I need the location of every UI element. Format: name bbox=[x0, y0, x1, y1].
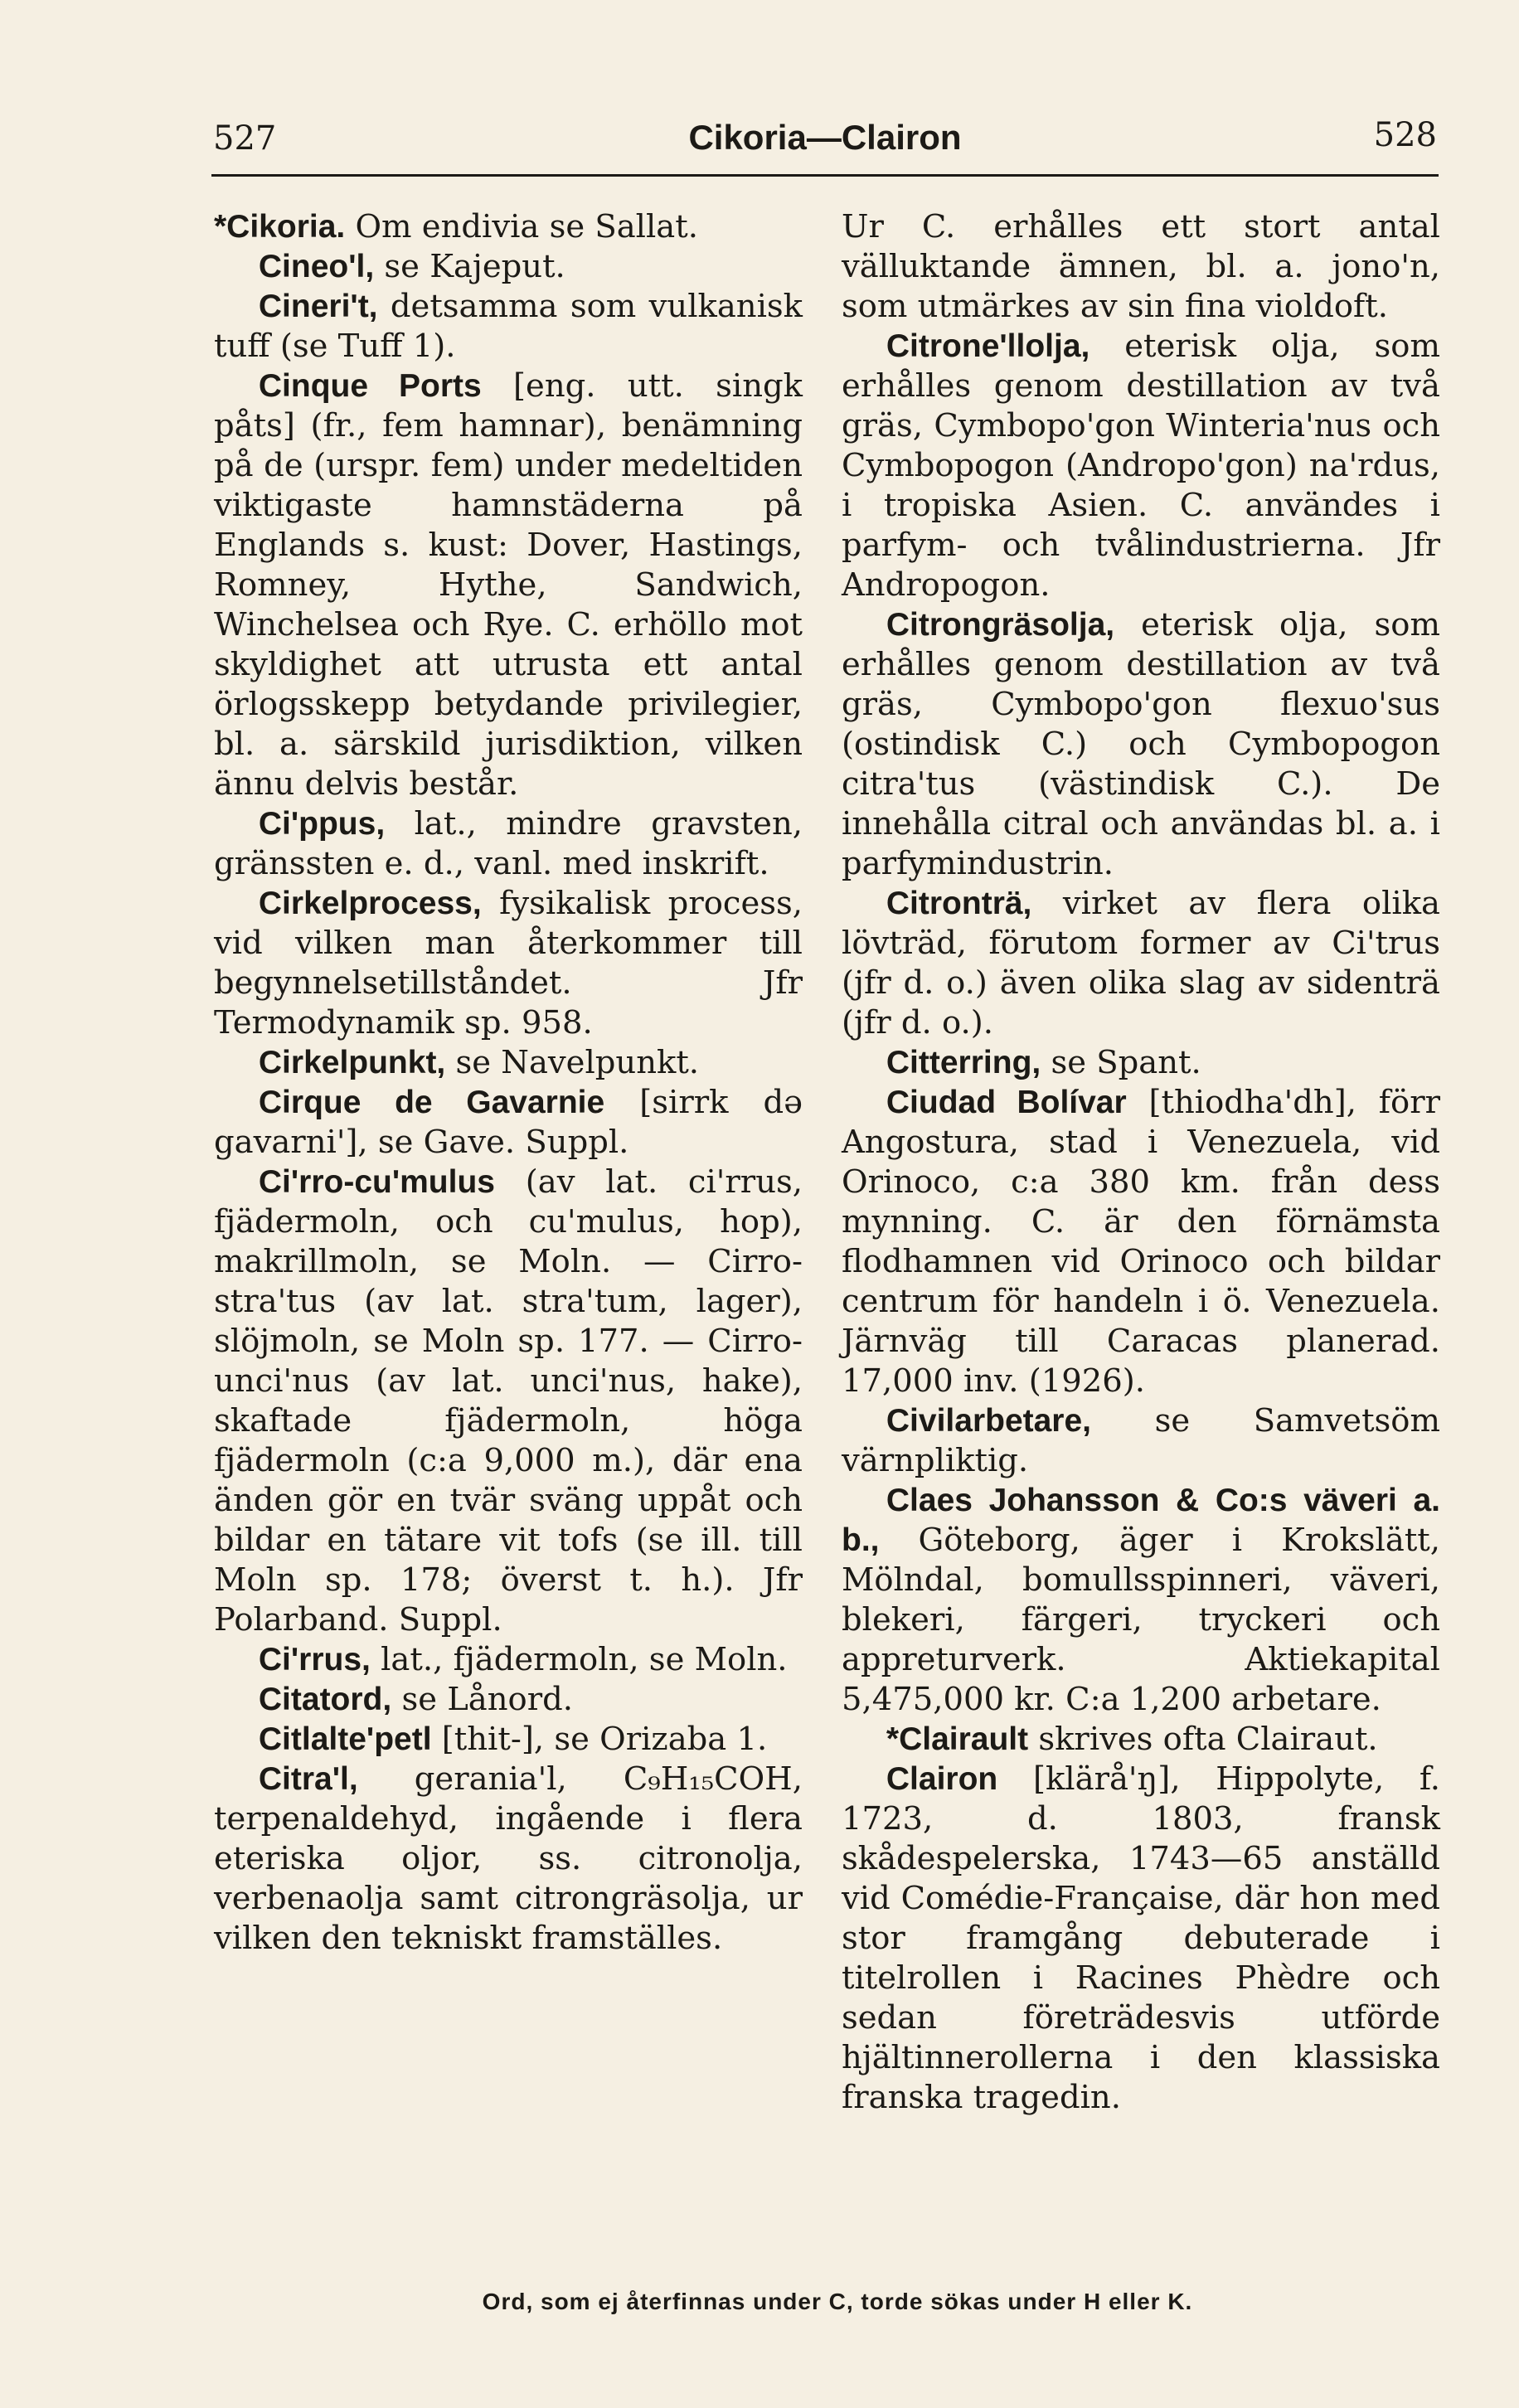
entry-text: gerania'l, C₉H₁₅COH, terpenaldehyd, ingående i flera eteriska oljor, ss. citronolja, verbenaolja samt citrongräsolja, ur vilken den tekniskt framställes. bbox=[214, 1760, 803, 1957]
headword: Citrone'llolja, bbox=[886, 328, 1090, 364]
headword: Claes Johansson & Co:s väveri a. b., bbox=[842, 1483, 1440, 1558]
entry-text: fysikalisk process, vid vilken man återkommer till begynnelsetillståndet. Jfr Termodynamik sp. 958. bbox=[214, 885, 803, 1041]
entry bbox=[214, 884, 803, 1043]
entry-text: lat., mindre gravsten, gränssten e. d., vanl. med inskrift. bbox=[214, 805, 803, 882]
entry bbox=[214, 1760, 803, 1959]
page-number-right: 528 bbox=[1373, 116, 1437, 154]
entry-text: (av lat. ci'rrus, fjädermoln, och cu'mulus, hop), makrillmoln, se Moln. — Cirro-stra'tus (av lat. stra'tum, lager), slöjmoln, se Moln sp. 177. — Cirro-unci'nus (av lat. unci'nus, hake), skaftade fjädermoln, höga fjädermoln (c:a 9,000 m.), där ena änden gör en tvär sväng uppåt och bildar en tätare vit tofs (se ill. till Moln sp. 178; överst t. h.). Jfr Polarband. Suppl. bbox=[214, 1163, 803, 1639]
headword: Cirkelpunkt, bbox=[258, 1045, 446, 1080]
entry-text: eterisk olja, som erhålles genom destillation av två gräs, Cymbopo'gon flexuo'sus (ostindisk C.) och Cymbopogon citra'tus (västindisk C.). De innehålla citral och användas bl. a. i parfymindustrin. bbox=[842, 606, 1440, 882]
entry bbox=[214, 1720, 803, 1760]
entry-text: Ur C. erhålles ett stort antal välluktande ämnen, bl. a. jono'n, som utmärkes av sin fina violdoft. bbox=[842, 208, 1440, 325]
entry-continuation bbox=[842, 207, 1440, 327]
right-column bbox=[842, 207, 1440, 2118]
entry bbox=[842, 1720, 1440, 1760]
entry-text: se Navelpunkt. bbox=[445, 1044, 700, 1081]
page-number-left: 527 bbox=[213, 119, 277, 158]
entry bbox=[842, 1401, 1440, 1481]
entry bbox=[214, 1640, 803, 1680]
entry-text: se Samvetsöm värnpliktig. bbox=[842, 1402, 1440, 1479]
entry-text: [eng. utt. singk påts] (fr., fem hamnar), benämning på de (urspr. fem) under medeltiden viktigaste hamnstäderna på Englands s. kust: Dover, Hastings, Romney, Hythe, Sandwich, Winchelsea och Rye. C. erhöllo mot skyldighet att utrusta ett antal örlogsskepp betydande privilegier, bl. a. särskild jurisdiktion, vilken ännu delvis består. bbox=[214, 367, 803, 803]
headword: Citronträ, bbox=[886, 886, 1032, 921]
entry bbox=[842, 605, 1440, 884]
entry-text: detsamma som vulkanisk tuff (se Tuff 1). bbox=[214, 288, 803, 365]
running-title: Cikoria—Clairon bbox=[688, 118, 962, 157]
headword: Citrongräsolja, bbox=[886, 607, 1115, 643]
headword: Citra'l, bbox=[258, 1761, 358, 1797]
entry-text: [klärå'ŋ], Hippolyte, f. 1723, d. 1803, fransk skådespelerska, 1743—65 anställd vid Comédie-Française, där hon med stor framgång debuterade i titelrollen i Racines Phèdre och sedan företrädesvis utförde hjältinnerollerna i den klassiska franska tragedin. bbox=[842, 1760, 1440, 2116]
headword: Cinque Ports bbox=[258, 368, 482, 404]
entry bbox=[842, 1083, 1440, 1401]
headword: Citatord, bbox=[258, 1682, 392, 1717]
entry bbox=[842, 1760, 1440, 2118]
entry-text: se Spant. bbox=[1041, 1044, 1201, 1081]
headword: *Cikoria. bbox=[214, 209, 346, 245]
entry-text: [thit-], se Orizaba 1. bbox=[431, 1721, 768, 1758]
headword: Cirkelprocess, bbox=[258, 886, 482, 921]
entry bbox=[842, 1481, 1440, 1720]
entry bbox=[214, 207, 803, 247]
entry-text: virket av flera olika lövträd, förutom former av Ci'trus (jfr d. o.) även olika slag av sidenträ (jfr d. o.). bbox=[842, 885, 1440, 1041]
headword: Civilarbetare, bbox=[886, 1403, 1092, 1439]
entry-text: Om endivia se Sallat. bbox=[345, 208, 698, 245]
entry bbox=[214, 804, 803, 884]
headword: Ci'rrus, bbox=[258, 1642, 371, 1677]
entry bbox=[842, 327, 1440, 605]
headword: *Clairault bbox=[886, 1721, 1029, 1757]
left-column bbox=[214, 207, 803, 1959]
entry bbox=[214, 367, 803, 804]
headword: Cineo'l, bbox=[258, 249, 375, 284]
entry-text: [thiodha'dh], förr Angostura, stad i Venezuela, vid Orinoco, c:a 380 km. från dess mynning. C. är den förnämsta flodhamnen vid Orinoco och bildar centrum för handeln i ö. Venezuela. Järnväg till Caracas planerad. 17,000 inv. (1926). bbox=[842, 1084, 1441, 1400]
headword: Cirque de Gavarnie bbox=[258, 1085, 605, 1120]
headword: Ciudad Bolívar bbox=[886, 1085, 1127, 1120]
entry-text: Göteborg, äger i Krokslätt, Mölndal, bomullsspinneri, väveri, blekeri, färgeri, tryckeri och appreturverk. Aktiekapital 5,475,000 kr. C:a 1,200 arbetare. bbox=[842, 1522, 1440, 1718]
entry bbox=[214, 1163, 803, 1640]
entry-text: skrives ofta Clairaut. bbox=[1028, 1721, 1378, 1758]
headword: Ci'rro-cu'mulus bbox=[258, 1164, 495, 1200]
headword: Ci'ppus, bbox=[258, 806, 386, 842]
headword: Citterring, bbox=[886, 1045, 1041, 1080]
entry bbox=[214, 1083, 803, 1163]
entry-text: se Kajeput. bbox=[374, 248, 565, 285]
headword: Cineri't, bbox=[258, 289, 378, 324]
entry-text: lat., fjädermoln, se Moln. bbox=[370, 1641, 788, 1678]
entry bbox=[214, 287, 803, 367]
headword: Citlalte'petl bbox=[258, 1721, 432, 1757]
entry-text: eterisk olja, som erhålles genom destillation av två gräs, Cymbopo'gon Winteria'nus och Cymbopogon (Andropo'gon) na'rdus, i tropiska Asien. C. användes i parfym- och tvålindustrierna. Jfr Andropogon. bbox=[842, 328, 1440, 604]
headword: Clairon bbox=[886, 1761, 998, 1797]
entry bbox=[214, 1043, 803, 1083]
entry bbox=[214, 1680, 803, 1720]
entry-text: se Lånord. bbox=[391, 1681, 574, 1718]
footer-note: Ord, som ej återfinnas under C, torde sökas under H eller K. bbox=[482, 2289, 1193, 2314]
entry bbox=[214, 247, 803, 287]
entry-text: [sirrk də gavarni'], se Gave. Suppl. bbox=[214, 1084, 803, 1161]
entry bbox=[842, 1043, 1440, 1083]
page-header bbox=[211, 116, 1439, 177]
entry bbox=[842, 884, 1440, 1043]
